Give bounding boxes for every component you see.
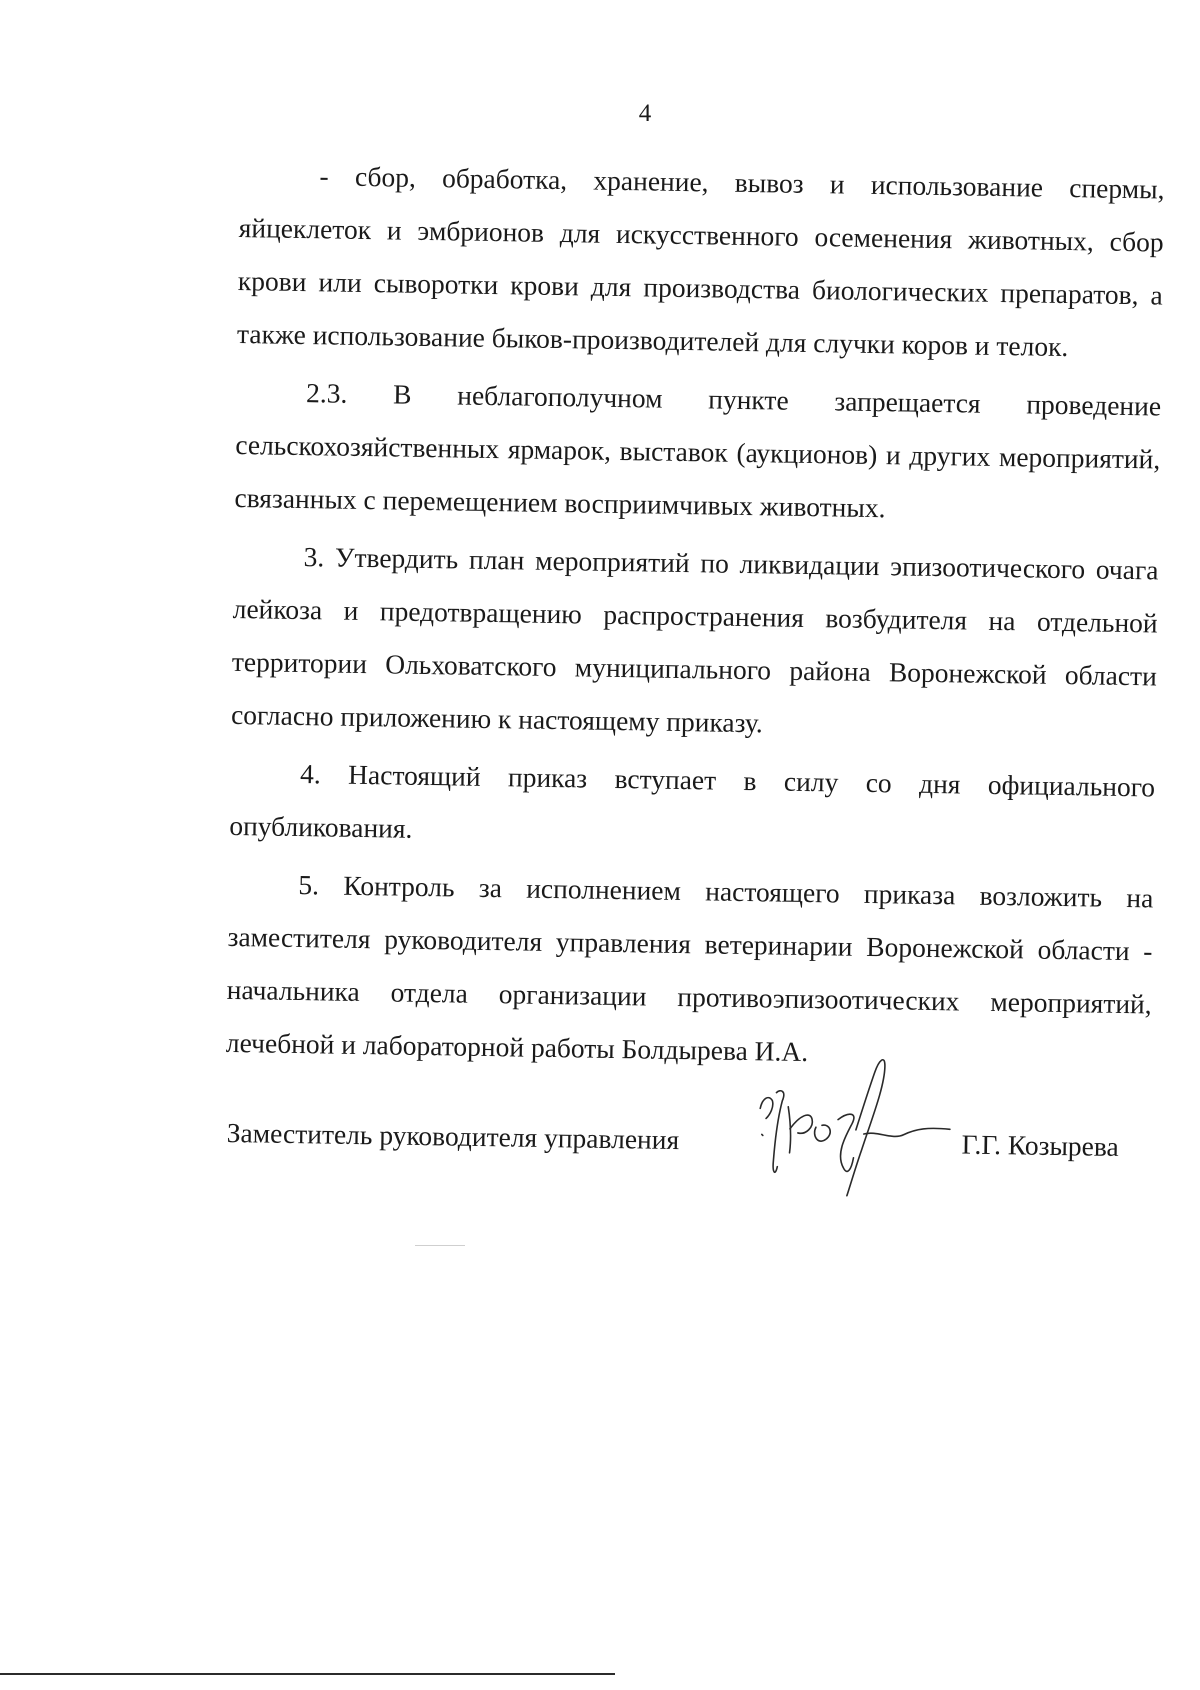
page-number: 4	[638, 100, 652, 127]
scan-artifact-line	[415, 1245, 465, 1246]
paragraph-3: 3. Утвердить план мероприятий по ликвидации эпизоотического очага лейкоза и предотвращению распространения возбудителя на отдельной территории Ольховатского муниципального района Воронежской области согласно приложению к настоящему приказу.	[230, 541, 1159, 739]
signatory-name: Г.Г. Козырева	[961, 1128, 1119, 1163]
paragraph-list-continuation: - сбор, обработка, хранение, вывоз и использование спермы, яйцеклеток и эмбрионов для искусственного осеменения животных, сбор крови или сыворотки крови для производства биологических препаратов, а также использование быков-производителей для случки коров и телок.	[236, 160, 1165, 363]
paragraph-2-3: 2.3. В неблагополучном пункте запрещается проведение сельскохозяйственных ярмарок, выставок (аукционов) и других мероприятий, связанных с перемещением восприимчивых животных.	[234, 377, 1162, 524]
paragraph-4: 4. Настоящий приказ вступает в силу со дня официального опубликования.	[229, 758, 1156, 844]
paragraph-5: 5. Контроль за исполнением настоящего приказа возложить на заместителя руководителя управления ветеринарии Воронежской области - начальника отдела организации противоэпизоотических мероприятий, лечебной и лабораторной работы Болдырева И.А.	[225, 869, 1154, 1068]
signature-block	[226, 1055, 1148, 1199]
document-body	[225, 148, 1164, 1088]
signatory-position: Заместитель руководителя управления	[226, 1116, 680, 1156]
footer-rule	[0, 1673, 615, 1675]
handwritten-signature	[751, 1048, 953, 1201]
